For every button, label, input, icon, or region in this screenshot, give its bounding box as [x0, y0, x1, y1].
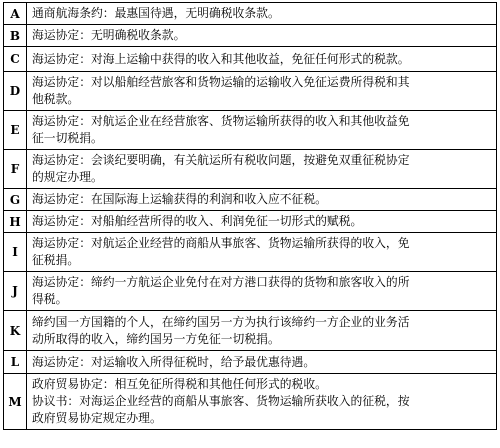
table-row	[4, 72, 497, 111]
row-text-line: 海运协定：对海上运输中获得的收入和其他收益，免征任何形式的税款。	[32, 51, 410, 66]
row-text	[27, 272, 497, 311]
row-text-line: 海运协定：对以船舶经营旅客和货物运输的运输收入免征运费所得税和其	[32, 75, 410, 89]
row-text-line: 征税捐。	[32, 253, 80, 267]
row-text	[27, 374, 497, 430]
table-row	[4, 189, 497, 211]
row-text	[27, 351, 497, 374]
table-row	[4, 3, 497, 25]
treaty-table	[3, 2, 497, 430]
table-row	[4, 351, 497, 374]
row-text-line: 协议书：对海运企业经营的商船从事旅客、货物运输所获收入的征税，按	[32, 394, 410, 408]
row-letter: C	[4, 47, 27, 72]
row-text-line: 海运协定：无明确税收条款。	[32, 28, 186, 42]
row-text-line: 海运协定：对航运企业在经营旅客、货物运输所获得的收入和其他收益免	[32, 114, 410, 128]
table-row	[4, 311, 497, 351]
row-text	[27, 25, 497, 47]
row-text-line: 海运协定：会谈纪要明确，有关航运所有税收问题，按避免双重征税协定	[32, 153, 410, 167]
table-row	[4, 111, 497, 150]
row-letter: L	[4, 351, 27, 374]
row-letter: J	[4, 272, 27, 311]
row-text-line: 海运协定：缔约一方航运企业免付在对方港口获得的货物和旅客收入的所	[32, 275, 410, 289]
row-text-line: 征一切税捐。	[32, 131, 103, 145]
row-text-line: 缔约国一方国籍的个人，在缔约国另一方为执行该缔约一方企业的业务活	[32, 314, 410, 329]
table-row	[4, 211, 497, 233]
row-text	[27, 3, 497, 25]
row-text	[27, 233, 497, 272]
table-row	[4, 25, 497, 47]
row-text-line: 动所取得的收入，缔约国另一方免征一切税捐。	[32, 331, 280, 346]
row-text-line: 通商航海条约：最惠国待遇，无明确税收条款。	[32, 6, 280, 20]
row-text	[27, 189, 497, 211]
row-text-line: 海运协定：在国际海上运输获得的利润和收入应不征税。	[32, 192, 327, 206]
row-letter: F	[4, 150, 27, 189]
row-letter: A	[4, 3, 27, 25]
row-text-line: 海运协定：对运输收入所得征税时，给予最优惠待遇。	[32, 354, 316, 369]
row-letter: E	[4, 111, 27, 150]
table-row	[4, 272, 497, 311]
table-row	[4, 374, 497, 430]
row-text	[27, 47, 497, 72]
row-text	[27, 211, 497, 233]
row-text-line: 他税款。	[32, 92, 80, 106]
row-letter: M	[4, 374, 27, 430]
row-text-line: 政府贸易协定规定办理。	[32, 411, 162, 425]
row-text	[27, 72, 497, 111]
treaty-table-body	[4, 3, 497, 430]
row-letter: G	[4, 189, 27, 211]
row-letter: K	[4, 311, 27, 351]
row-text-line: 海运协定：对航运企业经营的商船从事旅客、货物运输所获得的收入，免	[32, 236, 410, 250]
row-text	[27, 111, 497, 150]
row-text-line: 政府贸易协定：相互免征所得税和其他任何形式的税收。	[32, 377, 327, 391]
table-row	[4, 233, 497, 272]
table-row	[4, 47, 497, 72]
row-text-line: 得税。	[32, 292, 68, 306]
row-letter: H	[4, 211, 27, 233]
table-row	[4, 150, 497, 189]
row-letter: B	[4, 25, 27, 47]
row-letter: D	[4, 72, 27, 111]
row-text-line: 的规定办理。	[32, 170, 103, 184]
row-text	[27, 150, 497, 189]
row-letter: I	[4, 233, 27, 272]
row-text-line: 海运协定：对船舶经营所得的收入、利润免征一切形式的赋税。	[32, 214, 363, 228]
row-text	[27, 311, 497, 351]
